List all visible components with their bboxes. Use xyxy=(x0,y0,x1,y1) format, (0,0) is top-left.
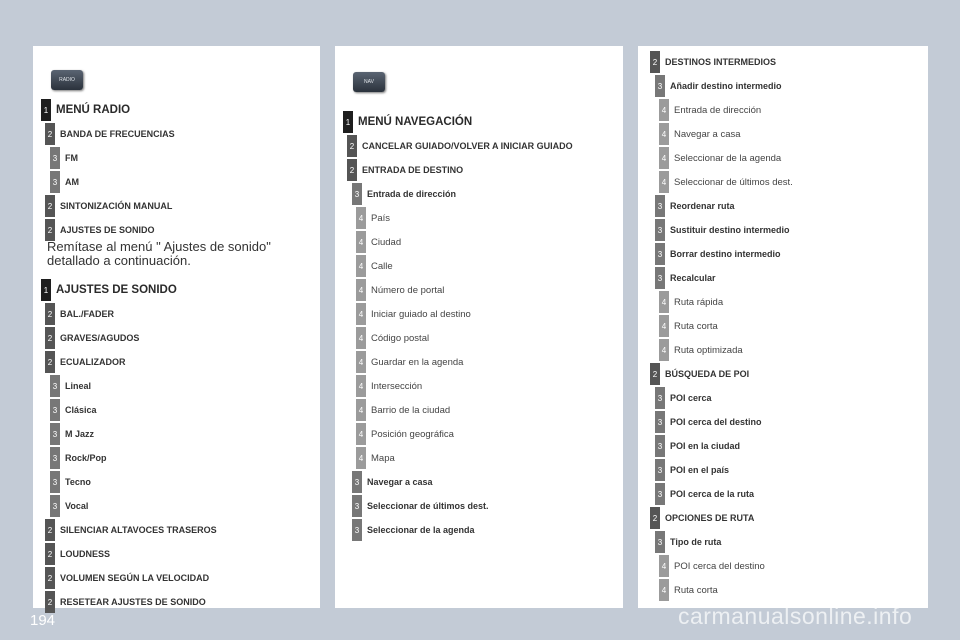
level-badge: 3 xyxy=(655,411,665,433)
menu-item-label: Vocal xyxy=(65,501,89,511)
level-badge: 2 xyxy=(45,567,55,589)
menu-item xyxy=(45,350,126,374)
menu-item xyxy=(45,566,209,590)
menu-item-label: Navegar a casa xyxy=(674,128,741,140)
menu-item-label: Seleccionar de últimos dest. xyxy=(674,176,793,188)
menu-item xyxy=(650,506,754,530)
menu-item xyxy=(356,278,444,302)
note-line-2: detallado a continuación. xyxy=(47,253,191,268)
level-badge: 3 xyxy=(655,195,665,217)
menu-item xyxy=(356,374,422,398)
menu-item xyxy=(655,266,716,290)
menu-item xyxy=(343,110,472,134)
menu-item-label: GRAVES/AGUDOS xyxy=(60,333,140,343)
level-badge: 4 xyxy=(356,327,366,349)
level-badge: 4 xyxy=(659,315,669,337)
menu-item-label: LOUDNESS xyxy=(60,549,111,559)
menu-item-label: Número de portal xyxy=(371,284,445,296)
menu-item xyxy=(356,326,429,350)
menu-item-label: Sustituir destino intermedio xyxy=(670,225,790,235)
level-badge: 4 xyxy=(659,99,669,121)
menu-item xyxy=(45,590,206,614)
menu-item-label: Ciudad xyxy=(371,236,402,248)
level-badge: 2 xyxy=(45,351,55,373)
navigation-menu-continued-panel xyxy=(638,46,928,608)
level-badge: 4 xyxy=(356,255,366,277)
level-badge: 3 xyxy=(655,75,665,97)
menu-item-label: Recalcular xyxy=(670,273,716,283)
menu-item-label: POI cerca del destino xyxy=(674,560,765,572)
menu-item-label: FM xyxy=(65,153,78,163)
menu-item xyxy=(655,218,790,242)
level-badge: 4 xyxy=(659,339,669,361)
level-badge: 3 xyxy=(50,375,60,397)
level-badge: 2 xyxy=(45,327,55,349)
menu-item xyxy=(50,398,97,422)
menu-item xyxy=(352,182,456,206)
level-badge: 2 xyxy=(45,219,55,241)
menu-item xyxy=(659,98,761,122)
level-badge: 2 xyxy=(650,51,660,73)
menu-item xyxy=(50,422,94,446)
menu-item-label: OPCIONES DE RUTA xyxy=(665,513,755,523)
level-badge: 3 xyxy=(655,243,665,265)
menu-item xyxy=(50,494,88,518)
menu-item xyxy=(356,350,463,374)
menu-item xyxy=(659,314,718,338)
menu-item xyxy=(352,470,433,494)
menu-item-label: Navegar a casa xyxy=(367,477,433,487)
menu-item-label: CANCELAR GUIADO/VOLVER A INICIAR GUIADO xyxy=(362,141,573,151)
menu-item xyxy=(50,170,79,194)
menu-item-label: BAL./FADER xyxy=(60,309,114,319)
menu-item xyxy=(356,422,454,446)
level-badge: 1 xyxy=(41,279,51,301)
menu-item xyxy=(655,458,729,482)
level-badge: 3 xyxy=(50,471,60,493)
level-badge: 4 xyxy=(356,351,366,373)
level-badge: 4 xyxy=(356,447,366,469)
level-badge: 1 xyxy=(343,111,353,133)
menu-item-label: Iniciar guiado al destino xyxy=(371,308,471,320)
menu-item xyxy=(659,290,723,314)
menu-item-label: Ruta rápida xyxy=(674,296,724,308)
level-badge: 3 xyxy=(50,495,60,517)
menu-item-label: Intersección xyxy=(371,380,423,392)
menu-item xyxy=(655,194,735,218)
menu-item-label: MENÚ RADIO xyxy=(56,104,131,116)
menu-item-label: Añadir destino intermedio xyxy=(670,81,782,91)
menu-item-label: Lineal xyxy=(65,381,92,391)
menu-item-label: País xyxy=(371,212,391,224)
menu-item-label: VOLUMEN SEGÚN LA VELOCIDAD xyxy=(60,573,210,583)
menu-item-label: POI en la ciudad xyxy=(670,441,741,451)
menu-item xyxy=(50,446,107,470)
menu-item xyxy=(45,542,110,566)
menu-item-label: MENÚ NAVEGACIÓN xyxy=(358,116,473,128)
menu-item-label: Seleccionar de últimos dest. xyxy=(367,501,489,511)
menu-item xyxy=(347,134,573,158)
menu-item-label: Ruta corta xyxy=(674,320,718,332)
menu-item-label: Borrar destino intermedio xyxy=(670,249,781,259)
menu-item-label: Barrio de la ciudad xyxy=(371,404,451,416)
level-badge: 1 xyxy=(41,99,51,121)
level-badge: 2 xyxy=(45,519,55,541)
menu-item xyxy=(352,494,489,518)
menu-item xyxy=(655,242,781,266)
radio-button-label: RADIO xyxy=(59,77,75,83)
level-badge: 3 xyxy=(50,147,60,169)
menu-item xyxy=(655,530,721,554)
level-badge: 3 xyxy=(50,171,60,193)
menu-item xyxy=(655,482,754,506)
menu-item xyxy=(650,362,749,386)
sound-settings-note xyxy=(47,240,271,268)
menu-item xyxy=(45,302,114,326)
menu-item-label: M Jazz xyxy=(65,429,95,439)
level-badge: 3 xyxy=(352,495,362,517)
menu-item xyxy=(650,50,776,74)
level-badge: 4 xyxy=(356,423,366,445)
menu-item-label: SILENCIAR ALTAVOCES TRASEROS xyxy=(60,525,217,535)
menu-item-label: POI cerca del destino xyxy=(670,417,762,427)
menu-item xyxy=(50,470,91,494)
level-badge: 2 xyxy=(650,363,660,385)
menu-item xyxy=(352,518,475,542)
menu-item xyxy=(50,146,78,170)
menu-item-label: POI en el país xyxy=(670,465,730,475)
level-badge: 4 xyxy=(356,231,366,253)
menu-item-label: Ruta optimizada xyxy=(674,344,743,356)
menu-item xyxy=(356,230,401,254)
level-badge: 4 xyxy=(659,579,669,601)
menu-item xyxy=(356,206,390,230)
menu-item xyxy=(50,374,91,398)
menu-item xyxy=(41,278,177,302)
level-badge: 3 xyxy=(655,387,665,409)
level-badge: 3 xyxy=(50,399,60,421)
menu-item-label: Ruta corta xyxy=(674,584,718,596)
menu-item-label: AM xyxy=(65,177,79,187)
menu-item-label: POI cerca de la ruta xyxy=(670,489,755,499)
level-badge: 4 xyxy=(356,207,366,229)
note-line-1: Remítase al menú " Ajustes de sonido" xyxy=(47,239,271,254)
menu-item-label: Reordenar ruta xyxy=(670,201,735,211)
menu-item xyxy=(655,386,712,410)
level-badge: 4 xyxy=(356,375,366,397)
menu-item xyxy=(45,122,175,146)
navigation-menu-panel xyxy=(335,46,623,608)
menu-item-label: Entrada de dirección xyxy=(674,104,762,116)
level-badge: 2 xyxy=(45,591,55,613)
menu-item-label: Seleccionar de la agenda xyxy=(367,525,475,535)
menu-item-label: POI cerca xyxy=(670,393,712,403)
level-badge: 2 xyxy=(347,135,357,157)
menu-item xyxy=(45,518,217,542)
level-badge: 3 xyxy=(50,423,60,445)
menu-item-label: Código postal xyxy=(371,332,430,344)
menu-item-label: SINTONIZACIÓN MANUAL xyxy=(60,201,173,211)
menu-item xyxy=(356,254,393,278)
menu-item-label: Seleccionar de la agenda xyxy=(674,152,782,164)
level-badge: 3 xyxy=(655,267,665,289)
menu-item xyxy=(659,578,718,602)
level-badge: 3 xyxy=(352,471,362,493)
menu-item-label: Clásica xyxy=(65,405,97,415)
menu-item-label: Tipo de ruta xyxy=(670,537,722,547)
level-badge: 2 xyxy=(347,159,357,181)
level-badge: 3 xyxy=(655,459,665,481)
menu-item-label: BANDA DE FRECUENCIAS xyxy=(60,129,175,139)
menu-item-label: Calle xyxy=(371,260,393,272)
menu-item xyxy=(659,554,765,578)
level-badge: 4 xyxy=(356,399,366,421)
menu-item xyxy=(659,338,743,362)
level-badge: 3 xyxy=(655,435,665,457)
level-badge: 4 xyxy=(356,279,366,301)
menu-item-label: AJUSTES DE SONIDO xyxy=(56,284,177,296)
menu-item xyxy=(655,410,762,434)
menu-item-label: Rock/Pop xyxy=(65,453,107,463)
menu-item-label: ECUALIZADOR xyxy=(60,357,126,367)
level-badge: 4 xyxy=(659,291,669,313)
menu-item xyxy=(356,446,395,470)
menu-item xyxy=(659,146,781,170)
level-badge: 3 xyxy=(655,483,665,505)
menu-item xyxy=(45,326,139,350)
menu-item-label: Mapa xyxy=(371,452,395,464)
menu-item-label: RESETEAR AJUSTES DE SONIDO xyxy=(60,597,206,607)
level-badge: 4 xyxy=(659,555,669,577)
level-badge: 2 xyxy=(650,507,660,529)
nav-button-icon xyxy=(353,72,385,92)
menu-item xyxy=(41,98,130,122)
level-badge: 3 xyxy=(655,531,665,553)
menu-item-label: DESTINOS INTERMEDIOS xyxy=(665,57,777,67)
menu-item xyxy=(659,170,793,194)
menu-item-label: AJUSTES DE SONIDO xyxy=(60,225,155,235)
watermark: carmanualsonline.info xyxy=(678,603,913,629)
menu-item-label: Guardar en la agenda xyxy=(371,356,464,368)
level-badge: 4 xyxy=(659,147,669,169)
radio-button-icon xyxy=(51,70,83,90)
menu-item-label: Posición geográfica xyxy=(371,428,454,440)
level-badge: 3 xyxy=(655,219,665,241)
menu-item xyxy=(655,434,740,458)
menu-item xyxy=(655,74,782,98)
level-badge: 4 xyxy=(356,303,366,325)
level-badge: 2 xyxy=(45,123,55,145)
nav-button-label: NAV xyxy=(364,79,374,85)
menu-item-label: ENTRADA DE DESTINO xyxy=(362,165,464,175)
menu-item xyxy=(45,194,172,218)
level-badge: 2 xyxy=(45,303,55,325)
radio-menu-panel xyxy=(33,46,320,608)
level-badge: 3 xyxy=(352,183,362,205)
menu-item-label: Tecno xyxy=(65,477,91,487)
page-number: 194 xyxy=(30,612,56,629)
menu-item xyxy=(356,398,450,422)
level-badge: 2 xyxy=(45,195,55,217)
level-badge: 4 xyxy=(659,123,669,145)
level-badge: 2 xyxy=(45,543,55,565)
menu-item xyxy=(356,302,471,326)
level-badge: 3 xyxy=(352,519,362,541)
menu-item-label: Entrada de dirección xyxy=(367,189,457,199)
menu-item-label: BÚSQUEDA DE POI xyxy=(665,369,750,379)
menu-item xyxy=(659,122,741,146)
level-badge: 4 xyxy=(659,171,669,193)
level-badge: 3 xyxy=(50,447,60,469)
menu-item xyxy=(347,158,463,182)
